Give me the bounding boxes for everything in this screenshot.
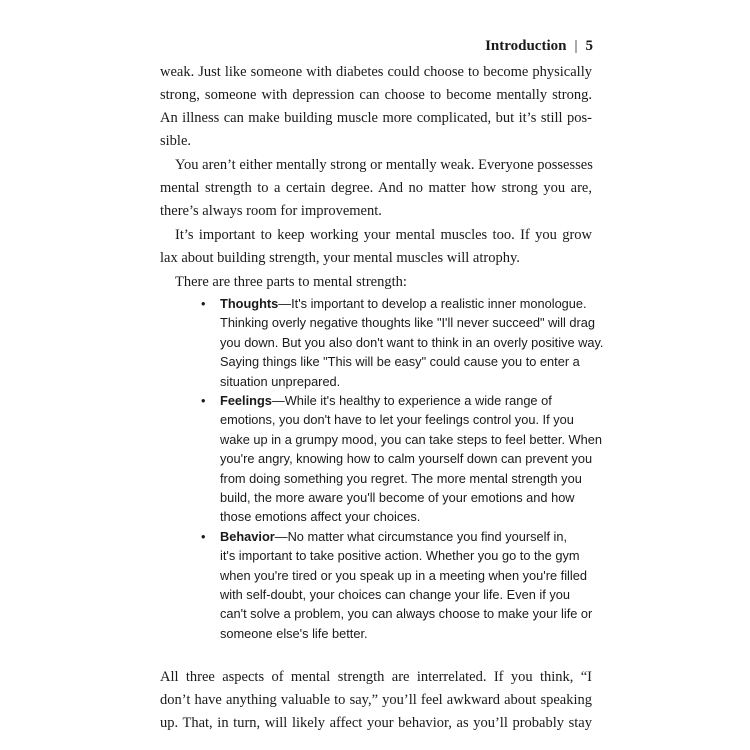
- bullet-text-line: can't solve a problem, you can always choose to make your life or: [220, 606, 593, 622]
- bullet-text-line: you down. But you also don't want to think in an overly positive way.: [220, 334, 604, 350]
- bullet-term: Behavior: [220, 528, 275, 544]
- bullet-icon: •: [201, 528, 206, 544]
- bullet-text-line: wake up in a grumpy mood, you can take steps to feel better. When: [220, 431, 602, 447]
- bullet-icon: •: [201, 296, 206, 311]
- text-line: sible.: [160, 133, 192, 149]
- bullet-item: [220, 529, 590, 545]
- running-header: Introduction | 5: [485, 38, 593, 54]
- text-line: up. That, in turn, will likely affect your behavior, as you’ll probably stay: [160, 715, 592, 731]
- text-line: You aren’t either mentally strong or mentally weak. Everyone possesses: [175, 157, 593, 173]
- text-line: weak. Just like someone with diabetes could choose to become physically: [160, 64, 592, 80]
- text-line: strong, someone with depression can choose to become mentally strong.: [160, 87, 592, 103]
- bullet-text-line: when you're tired or you speak up in a meeting when you're filled: [220, 567, 587, 583]
- text-line: lax about building strength, your mental muscles will atrophy.: [160, 250, 520, 266]
- section-title: Introduction: [485, 38, 567, 54]
- bullet-term: Feelings: [220, 393, 272, 408]
- text-line: All three aspects of mental strength are interrelated. If you think, “I: [160, 669, 592, 685]
- page-number: 5: [585, 38, 593, 54]
- text-line: there’s always room for improvement.: [160, 203, 382, 219]
- text-line: It’s important to keep working your mental muscles too. If you grow: [175, 227, 592, 243]
- bullet-text-line: emotions, you don't have to let your feelings control you. If you: [220, 412, 574, 428]
- bullet-icon: •: [201, 393, 206, 408]
- bullet-term: Thoughts: [220, 296, 279, 311]
- text-line: An illness can make building muscle more complicated, but it’s still pos-: [160, 110, 592, 126]
- bullet-text-line: from doing something you regret. The more mental strength you: [220, 470, 582, 486]
- bullet-text-line: with self-doubt, your choices can change your life. Even if you: [220, 587, 570, 602]
- bullet-text-line: build, the more aware you'll become of your emotions and how: [220, 490, 575, 505]
- bullet-text-line: those emotions affect your choices.: [220, 509, 421, 525]
- bullet-item: [220, 296, 590, 312]
- bullet-text: —It's important to develop a realistic inner monologue.: [278, 296, 587, 311]
- bullet-text-line: it's important to take positive action. Whether you go to the gym: [220, 548, 580, 564]
- bullet-text-line: someone else's life better.: [220, 625, 368, 641]
- text-line: don’t have anything valuable to say,” you’ll feel awkward about speaking: [160, 692, 592, 708]
- bullet-text-line: situation unprepared.: [220, 373, 341, 389]
- bullet-text: —While it's healthy to experience a wide range of: [271, 393, 552, 408]
- bullet-text-line: Thinking overly negative thoughts like "I'll never succeed" will drag: [220, 315, 596, 331]
- bullet-item: [220, 393, 590, 409]
- text-line: mental strength to a certain degree. And no matter how strong you are,: [160, 180, 592, 196]
- text-line: There are three parts to mental strength:: [175, 274, 407, 290]
- bullet-text: —No matter what circumstance you find yourself in,: [274, 528, 568, 544]
- bullet-text-line: you're angry, knowing how to calm yourself down can prevent you: [220, 451, 593, 467]
- bullet-text-line: Saying things like "This will be easy" could cause you to enter a: [220, 354, 580, 370]
